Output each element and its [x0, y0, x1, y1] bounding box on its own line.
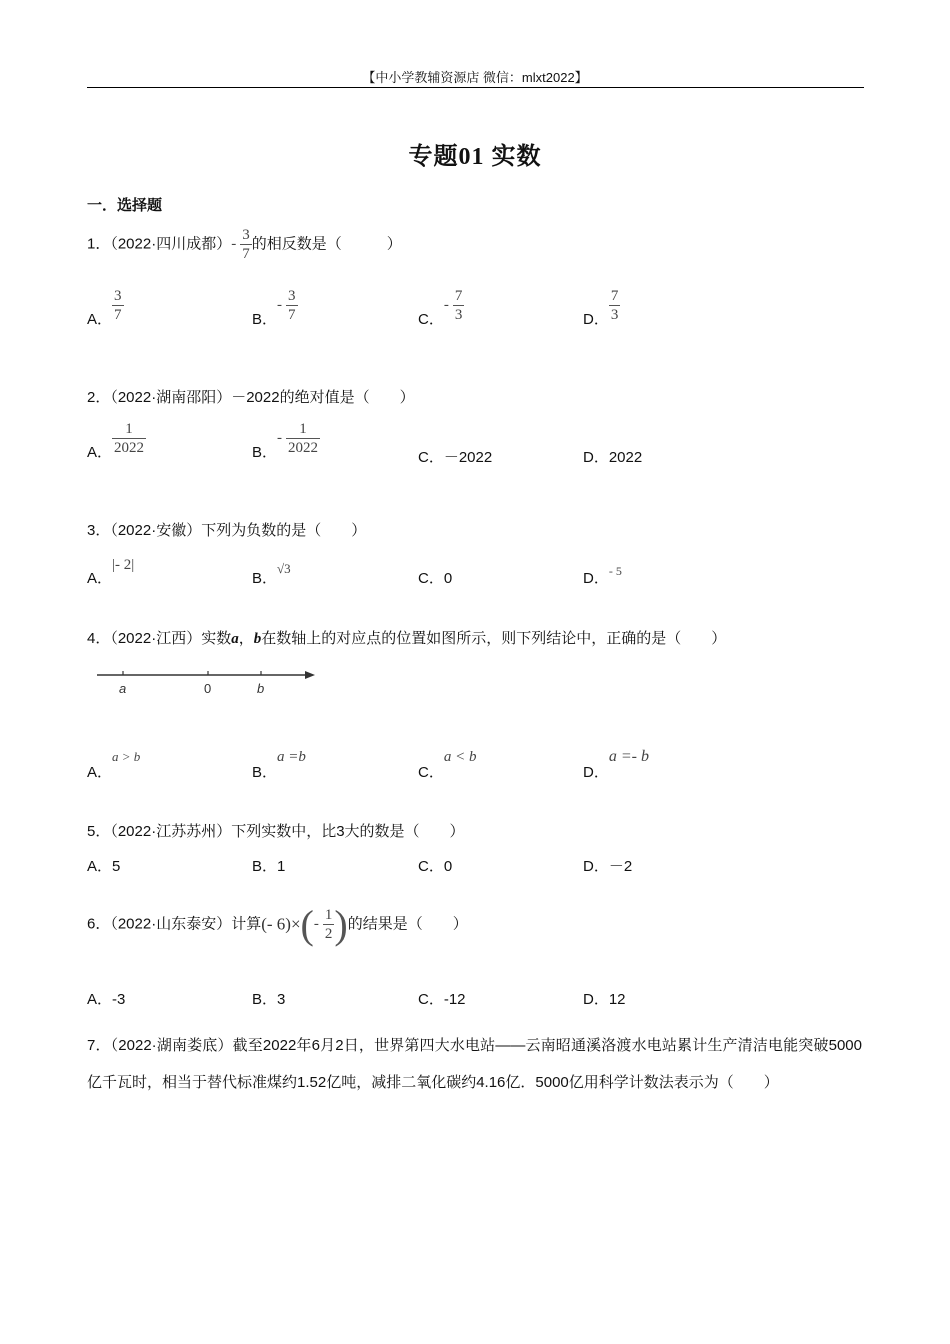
header-divider	[87, 87, 864, 88]
q3-option-a[interactable]: A．|- 2|	[87, 557, 135, 587]
q2-option-a[interactable]: A． $\frac{1}{2022}$	[87, 421, 145, 462]
q5-option-b[interactable]: B．1	[252, 858, 286, 875]
q1-fraction	[240, 226, 252, 263]
tick-label-a: a	[119, 681, 127, 696]
q4-var-a: a	[231, 631, 239, 647]
q4-var-b: b	[253, 631, 262, 647]
q5-option-a[interactable]: A．5	[87, 858, 121, 875]
q3-option-b[interactable]: B．√3	[252, 561, 291, 587]
q2-option-d[interactable]: D．2022	[583, 449, 643, 466]
q1-d-fraction: $\frac{7}{3}$	[610, 288, 619, 323]
q6-option-b[interactable]: B．3	[252, 991, 286, 1008]
q2-b-fraction: $\frac{1}{2022}$	[288, 421, 319, 456]
q5-option-c[interactable]: C．0	[418, 858, 453, 875]
question-3-stem: 3．（2022·安徽）下列为负数的是（ ）	[87, 522, 367, 539]
q2-option-b[interactable]: B．- $\frac{1}{2022}$	[252, 421, 319, 462]
q1-option-b[interactable]: B．- $\frac{3}{7}$	[252, 288, 296, 329]
q1-b-fraction: $\frac{3}{7}$	[288, 288, 296, 323]
q4-option-a[interactable]: A．a > b	[87, 749, 141, 781]
question-5-stem: 5．（2022·江苏苏州）下列实数中，比3大的数是（ ）	[87, 823, 465, 840]
q6-expr-left: (- 6)×	[261, 914, 301, 934]
q3-option-c[interactable]: C．0	[418, 570, 453, 587]
q6-right-bracket: )	[334, 902, 348, 947]
q1-option-c[interactable]: C．- $\frac{7}{3}$	[418, 288, 463, 329]
q4-option-c[interactable]: C．a < b	[418, 749, 477, 781]
q1-prefix: 1．（2022·四川成都）	[87, 235, 232, 253]
question-1-stem	[87, 226, 402, 263]
q1-c-fraction: $\frac{7}{3}$	[454, 288, 463, 323]
q4-option-b[interactable]: B．a =b	[252, 749, 306, 781]
q2-a-fraction: $\frac{1}{2022}$	[114, 421, 145, 456]
q6-option-c[interactable]: C．-12	[418, 991, 466, 1008]
q4-number-line	[93, 662, 323, 700]
question-4-stem: 4．（2022·江西）实数a，b在数轴上的对应点的位置如图所示，则下列结论中，正确的是（ ）	[87, 630, 727, 647]
page-header: 【中小学教辅资源店 微信：mlxt2022】	[362, 70, 588, 85]
q4-option-d[interactable]: D．a =- b	[583, 748, 649, 781]
page-title: 专题01 实数	[408, 144, 542, 170]
q1-minus: -	[231, 236, 237, 253]
q1-option-a[interactable]: A． $\frac{3}{7}$	[87, 288, 122, 329]
q5-option-d[interactable]: D．－2	[583, 858, 633, 875]
q2-option-c[interactable]: C．－2022	[418, 449, 493, 466]
question-7-stem: 7．（2022·湖南娄底）截至2022年6月2日，世界第四大水电站——云南昭通溪洛渡水电站累计生产清洁电能突破5000亿千瓦时，相当于替代标准煤约1.52亿吨，减排二氧化碳约4.16亿．5000亿用科学计数法表示为（ ）	[87, 1037, 862, 1091]
q6-fraction: $\frac{1}{2}$	[324, 907, 333, 942]
q3-option-d[interactable]: D．- 5	[583, 564, 622, 587]
number-line-arrow-icon	[305, 671, 315, 679]
q1-option-d[interactable]: D． $\frac{7}{3}$	[583, 288, 619, 329]
q6-left-bracket: (	[300, 902, 314, 947]
tick-label-zero: 0	[204, 681, 212, 696]
tick-label-b: b	[257, 681, 265, 696]
question-2-stem: 2．（2022·湖南邵阳）－2022的绝对值是（ ）	[87, 389, 415, 406]
q1-a-fraction: $\frac{3}{7}$	[114, 288, 122, 323]
q1-frac-num: 3	[242, 227, 250, 243]
q1-suffix: 的相反数是（ ）	[251, 235, 402, 253]
q1-frac-den: 7	[242, 246, 250, 262]
question-6-stem: 6．（2022·山东泰安）计算(- 6)×(- $\frac{1}{2}$ )的结果是（ ）	[87, 902, 468, 947]
q6-option-a[interactable]: A．-3	[87, 991, 126, 1008]
q6-option-d[interactable]: D．12	[583, 991, 626, 1008]
section-heading: 一．选择题	[87, 197, 163, 214]
